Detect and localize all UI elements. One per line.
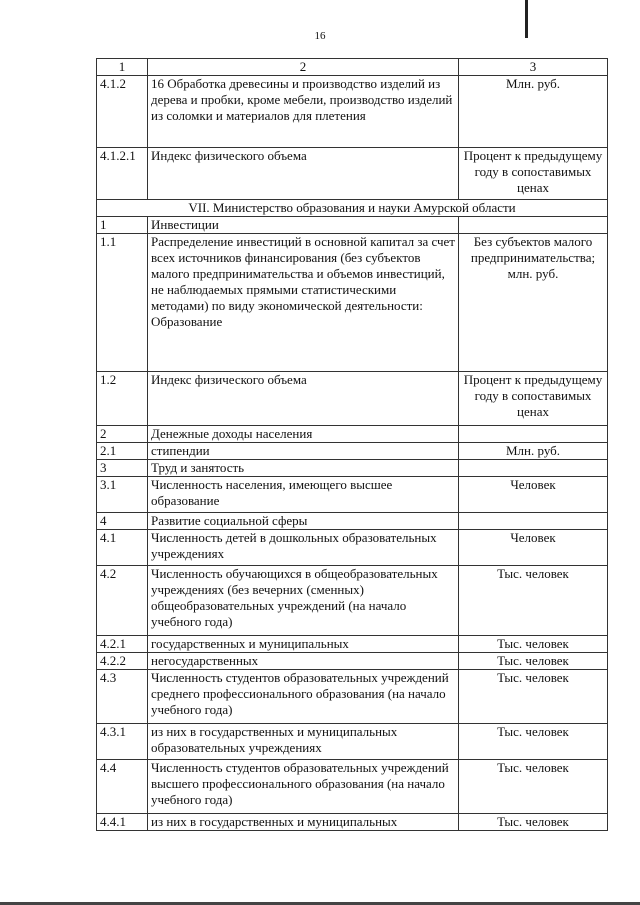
row-unit: Тыс. человек [459,566,608,636]
table-row [97,760,608,814]
table-row [97,566,608,636]
row-number: 4.1.2.1 [97,148,148,200]
row-number: 1.2 [97,372,148,426]
row-name: Денежные доходы населения [148,426,459,443]
row-name: Индекс физического объема [148,148,459,200]
row-name: Численность обучающихся в общеобразовательных учреждениях (без вечерних (сменных) общеобразовательных учреждений (на начало учебного года) [148,566,459,636]
table-row [97,724,608,760]
table-row [97,372,608,426]
row-unit: Тыс. человек [459,636,608,653]
column-header-number: 1 [97,59,148,76]
row-number: 2.1 [97,443,148,460]
section-heading-row [97,200,608,217]
row-name: Инвестиции [148,217,459,234]
table-row [97,513,608,530]
row-name [148,234,459,372]
row-number: 4.3.1 [97,724,148,760]
row-number: 4 [97,513,148,530]
row-name: 16 Обработка древесины и производство изделий из дерева и пробки, кроме мебели, производство изделий из соломки и материалов для плетения [148,76,459,148]
row-number: 4.2.2 [97,653,148,670]
row-name: Индекс физического объема [148,372,459,426]
table-row [97,814,608,831]
row-name: Численность детей в дошкольных образовательных учреждениях [148,530,459,566]
row-name-text: Распределение инвестиций в основной капитал за счет всех источников финансирования (без субъектов малого предпринимательства и объемов инвестиций, не наблюдаемых прямыми статистическими методами) по виду экономической деятельности: [151,234,455,313]
row-unit [459,217,608,234]
column-header-unit: 3 [459,59,608,76]
row-number: 4.1 [97,530,148,566]
table-row [97,234,608,372]
row-number: 4.1.2 [97,76,148,148]
row-unit: Тыс. человек [459,760,608,814]
row-name: Труд и занятость [148,460,459,477]
row-unit [459,513,608,530]
row-number: 1 [97,217,148,234]
row-name: негосударственных [148,653,459,670]
row-unit [459,460,608,477]
row-unit: Человек [459,530,608,566]
row-unit: Тыс. человек [459,814,608,831]
row-name: из них в государственных и муниципальных образовательных учреждениях [148,724,459,760]
table-row [97,217,608,234]
table-row [97,530,608,566]
row-unit: Тыс. человек [459,653,608,670]
row-unit: Млн. руб. [459,443,608,460]
table-row [97,670,608,724]
row-unit: Тыс. человек [459,724,608,760]
row-name: Численность населения, имеющего высшее образование [148,477,459,513]
row-name-activity: Образование [151,314,223,329]
row-name: из них в государственных и муниципальных [148,814,459,831]
row-unit: Тыс. человек [459,670,608,724]
row-number: 4.2.1 [97,636,148,653]
row-name: стипендии [148,443,459,460]
row-unit: Человек [459,477,608,513]
row-unit [459,426,608,443]
row-name: государственных и муниципальных [148,636,459,653]
row-name: Численность студентов образовательных учреждений высшего профессионального образования (на начало учебного года) [148,760,459,814]
table-row [97,653,608,670]
table-row [97,443,608,460]
table-row [97,76,608,148]
table-row [97,460,608,477]
row-number: 2 [97,426,148,443]
table-header-row [97,59,608,76]
indicator-table [96,58,608,831]
row-unit: Процент к предыдущему году в сопоставимых ценах [459,372,608,426]
row-number: 4.4.1 [97,814,148,831]
page-number: 16 [314,30,326,42]
row-unit: Без субъектов малого предпринимательства; млн. руб. [459,234,608,372]
table-row [97,148,608,200]
row-name: Развитие социальной сферы [148,513,459,530]
row-number: 1.1 [97,234,148,372]
row-number: 4.3 [97,670,148,724]
row-number: 4.4 [97,760,148,814]
row-name: Численность студентов образовательных учреждений среднего профессионального образования (на начало учебного года) [148,670,459,724]
section-heading: VII. Министерство образования и науки Амурской области [97,200,608,217]
row-unit: Процент к предыдущему году в сопоставимых ценах [459,148,608,200]
table-row [97,426,608,443]
table-row [97,636,608,653]
column-header-name: 2 [148,59,459,76]
table-row [97,477,608,513]
row-unit: Млн. руб. [459,76,608,148]
row-number: 3.1 [97,477,148,513]
row-number: 3 [97,460,148,477]
row-number: 4.2 [97,566,148,636]
